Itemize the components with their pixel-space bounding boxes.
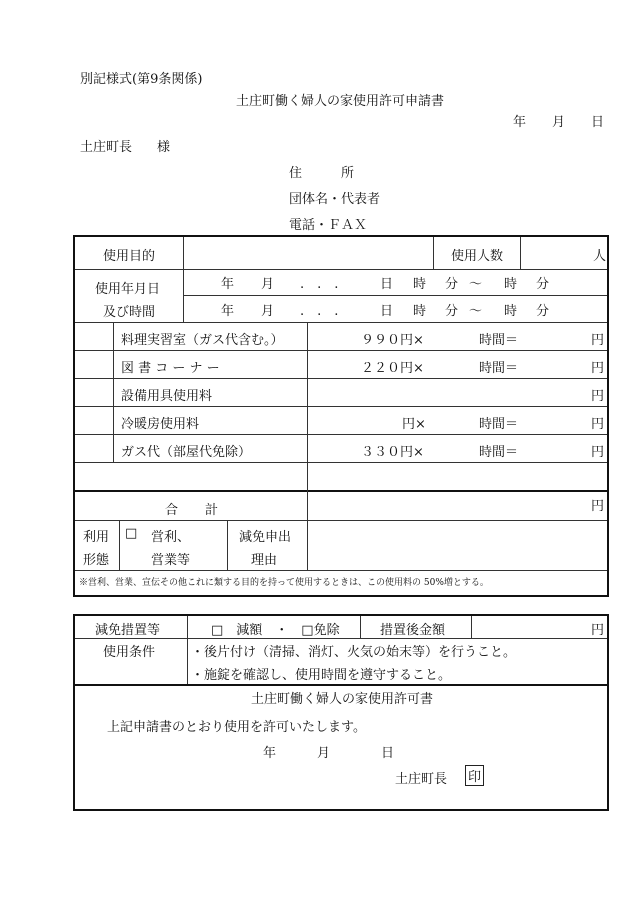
dt2-hour: 時 [413,304,427,319]
dt1-min2: 分 [536,277,550,292]
measure-label: 減免措置等 [95,623,161,638]
fee-row-4-yen: 円 [591,417,605,432]
fee-row-1-rate: ９９０円× [361,333,424,348]
fee-row-1-time: 時間＝ [479,333,519,348]
usage-label-2: 形態 [83,553,110,568]
users-field[interactable] [522,238,592,268]
fee-row-3-label: 設備用具使用料 [121,389,213,404]
dt1-day: 日 [380,277,394,292]
fee-row-5-rate: ３３０円× [361,445,424,460]
fee-row-2-label: 図 書 コ ー ナ ー [121,361,220,376]
fee-row-2-rate: ２２０円× [361,361,424,376]
dt1-hour: 時 [413,277,427,292]
fee-row-5-yen: 円 [591,445,605,460]
permit-month: 月 [317,746,331,761]
usage-option-1: 営利、 [151,530,191,545]
surcharge-note: ※営利、営業、宣伝その他これに類する目的を持って使用するときは、この使用料の 50%増とする。 [79,578,489,588]
measure-options[interactable]: □ 減額 ・ □免除 [211,623,340,638]
form-note: 別記様式(第9条関係) [80,72,203,87]
condition-2: ・施錠を確認し、使用時間を遵守すること。 [191,668,452,683]
fee-row-5-time: 時間＝ [479,445,519,460]
purpose-label: 使用目的 [103,249,156,264]
fee-row-2-time: 時間＝ [479,361,519,376]
permit-table [73,614,609,811]
seal-mark: 印 [465,765,484,786]
datetime-label-2: 及び時間 [103,305,156,320]
total-label-1: 合 [165,503,179,518]
fee-row-1-label: 料理実習室（ガス代含む。） [121,333,284,348]
dt2-tilde: ～ [469,304,483,319]
condition-1: ・後片付け（清掃、消灯、火気の始末等）を行うこと。 [191,645,517,660]
usage-option-2: 営業等 [151,553,191,568]
permit-year: 年 [263,746,277,761]
fee-row-4-label: 冷暖房使用料 [121,417,200,432]
fee-row-4-time: 時間＝ [479,417,519,432]
date-day: 日 [591,115,605,130]
dt2-year: 年 [221,304,235,319]
dt1-dots: . . . [300,277,339,292]
fee-row-2-yen: 円 [591,361,605,376]
dt1-min: 分 [445,277,459,292]
after-amount-yen: 円 [591,623,605,638]
application-table [73,235,609,597]
permit-day: 日 [381,746,395,761]
permit-title: 土庄町働く婦人の家使用許可書 [251,692,434,707]
purpose-field[interactable] [185,238,431,268]
dt1-hour2: 時 [504,277,518,292]
address-label: 住 所 [289,166,355,181]
after-amount-label: 措置後金額 [380,623,446,638]
date-year: 年 [513,115,527,130]
phone-label: 電話・ＦＡＸ [289,218,368,233]
dt1-year: 年 [221,277,235,292]
dt2-day: 日 [380,304,394,319]
dt2-min: 分 [445,304,459,319]
page-title: 土庄町働く婦人の家使用許可申請書 [236,94,445,109]
org-label: 団体名・代表者 [289,192,381,207]
fee-row-5-label: ガス代（部屋代免除） [121,445,252,460]
addressee-suffix: 様 [157,140,171,155]
total-label-2: 計 [205,503,219,518]
fee-row-3-yen: 円 [591,389,605,404]
dt2-hour2: 時 [504,304,518,319]
fee-row-4-rate: 円× [402,417,426,432]
dt1-tilde: ～ [469,277,483,292]
users-unit: 人 [593,249,607,264]
date-month: 月 [552,115,566,130]
permit-text: 上記申請書のとおり使用を許可いたします。 [107,720,366,735]
users-label: 使用人数 [451,249,504,264]
conditions-label: 使用条件 [103,645,156,660]
dt2-min2: 分 [536,304,550,319]
signer: 土庄町長 [395,772,448,787]
total-yen: 円 [591,499,605,514]
usage-checkbox[interactable]: □ [125,526,138,541]
reduction-label-2: 理由 [251,553,278,568]
fee-row-1-yen: 円 [591,333,605,348]
datetime-label-1: 使用年月日 [95,282,161,297]
dt2-month: 月 [261,304,275,319]
dt1-month: 月 [261,277,275,292]
usage-label-1: 利用 [83,530,110,545]
reduction-label-1: 減免申出 [239,530,292,545]
addressee: 土庄町長 [80,140,133,155]
dt2-dots: . . . [300,304,339,319]
reduction-reason-field[interactable] [309,522,605,568]
